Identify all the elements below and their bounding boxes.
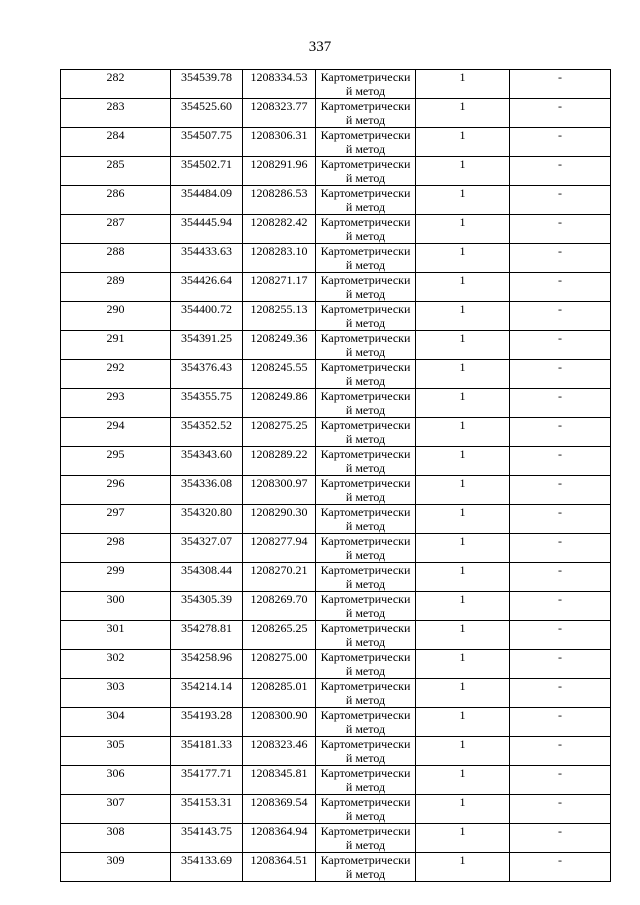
table-row: [61, 766, 611, 795]
precision-cell: 1: [416, 505, 510, 534]
x-coordinate-cell: 354525.60: [171, 99, 243, 128]
precision-cell: 1: [416, 650, 510, 679]
table-row: [61, 389, 611, 418]
note-cell: -: [510, 447, 611, 476]
point-number-cell: 308: [61, 824, 171, 853]
method-text: Картометрически: [320, 99, 411, 113]
method-text: й метод: [345, 867, 386, 881]
method-cell: [316, 215, 416, 244]
method-cell: [316, 621, 416, 650]
table-row: [61, 447, 611, 476]
method-text: й метод: [345, 635, 386, 649]
method-text: й метод: [345, 751, 386, 765]
y-coordinate-cell: 1208300.90: [243, 708, 316, 737]
note-cell: -: [510, 708, 611, 737]
note-cell: -: [510, 302, 611, 331]
method-text: Картометрически: [320, 186, 411, 200]
method-text: й метод: [345, 316, 386, 330]
method-cell: [316, 534, 416, 563]
x-coordinate-cell: 354193.28: [171, 708, 243, 737]
note-cell: -: [510, 679, 611, 708]
table-row: [61, 679, 611, 708]
method-text: Картометрически: [320, 128, 411, 142]
note-cell: -: [510, 128, 611, 157]
method-cell: [316, 447, 416, 476]
x-coordinate-cell: 354445.94: [171, 215, 243, 244]
point-number-cell: 293: [61, 389, 171, 418]
note-cell: -: [510, 737, 611, 766]
precision-cell: 1: [416, 679, 510, 708]
point-number-cell: 290: [61, 302, 171, 331]
precision-cell: 1: [416, 476, 510, 505]
x-coordinate-cell: 354376.43: [171, 360, 243, 389]
note-cell: -: [510, 215, 611, 244]
method-cell: [316, 679, 416, 708]
note-cell: -: [510, 360, 611, 389]
x-coordinate-cell: 354539.78: [171, 70, 243, 99]
method-text: Картометрически: [320, 708, 411, 722]
x-coordinate-cell: 354143.75: [171, 824, 243, 853]
table-row: [61, 534, 611, 563]
table-row: [61, 824, 611, 853]
note-cell: -: [510, 534, 611, 563]
table-row: [61, 795, 611, 824]
page-number: 337: [308, 39, 332, 55]
method-text: й метод: [345, 403, 386, 417]
precision-cell: 1: [416, 795, 510, 824]
y-coordinate-cell: 1208334.53: [243, 70, 316, 99]
method-text: й метод: [345, 838, 386, 852]
method-text: Картометрически: [320, 157, 411, 171]
method-text: Картометрически: [320, 273, 411, 287]
method-text: й метод: [345, 345, 386, 359]
method-text: й метод: [345, 606, 386, 620]
method-cell: [316, 302, 416, 331]
coordinates-table: [60, 69, 611, 882]
x-coordinate-cell: 354433.63: [171, 244, 243, 273]
x-coordinate-cell: 354177.71: [171, 766, 243, 795]
method-text: й метод: [345, 519, 386, 533]
method-cell: [316, 824, 416, 853]
method-text: Картометрически: [320, 476, 411, 490]
method-cell: [316, 592, 416, 621]
y-coordinate-cell: 1208270.21: [243, 563, 316, 592]
note-cell: -: [510, 853, 611, 882]
point-number-cell: 302: [61, 650, 171, 679]
x-coordinate-cell: 354355.75: [171, 389, 243, 418]
x-coordinate-cell: 354502.71: [171, 157, 243, 186]
method-text: й метод: [345, 142, 386, 156]
method-text: й метод: [345, 809, 386, 823]
method-cell: [316, 70, 416, 99]
note-cell: -: [510, 505, 611, 534]
precision-cell: 1: [416, 824, 510, 853]
method-text: Картометрически: [320, 331, 411, 345]
table-row: [61, 331, 611, 360]
y-coordinate-cell: 1208300.97: [243, 476, 316, 505]
method-text: Картометрически: [320, 679, 411, 693]
x-coordinate-cell: 354305.39: [171, 592, 243, 621]
point-number-cell: 284: [61, 128, 171, 157]
method-cell: [316, 766, 416, 795]
method-text: Картометрически: [320, 795, 411, 809]
precision-cell: 1: [416, 273, 510, 302]
table-row: [61, 302, 611, 331]
precision-cell: 1: [416, 215, 510, 244]
y-coordinate-cell: 1208291.96: [243, 157, 316, 186]
x-coordinate-cell: 354336.08: [171, 476, 243, 505]
x-coordinate-cell: 354133.69: [171, 853, 243, 882]
method-cell: [316, 737, 416, 766]
method-text: й метод: [345, 229, 386, 243]
y-coordinate-cell: 1208306.31: [243, 128, 316, 157]
x-coordinate-cell: 354258.96: [171, 650, 243, 679]
table-row: [61, 621, 611, 650]
method-text: Картометрически: [320, 215, 411, 229]
table-row: [61, 99, 611, 128]
method-text: Картометрически: [320, 766, 411, 780]
x-coordinate-cell: 354153.31: [171, 795, 243, 824]
y-coordinate-cell: 1208323.46: [243, 737, 316, 766]
method-text: Картометрически: [320, 824, 411, 838]
table-row: [61, 360, 611, 389]
precision-cell: 1: [416, 534, 510, 563]
x-coordinate-cell: 354391.25: [171, 331, 243, 360]
point-number-cell: 298: [61, 534, 171, 563]
table-row: [61, 505, 611, 534]
method-text: Картометрически: [320, 360, 411, 374]
y-coordinate-cell: 1208271.17: [243, 273, 316, 302]
method-cell: [316, 331, 416, 360]
table-row: [61, 737, 611, 766]
point-number-cell: 295: [61, 447, 171, 476]
precision-cell: 1: [416, 447, 510, 476]
method-cell: [316, 99, 416, 128]
y-coordinate-cell: 1208364.51: [243, 853, 316, 882]
precision-cell: 1: [416, 853, 510, 882]
note-cell: -: [510, 99, 611, 128]
x-coordinate-cell: 354343.60: [171, 447, 243, 476]
method-text: Картометрически: [320, 418, 411, 432]
precision-cell: 1: [416, 157, 510, 186]
note-cell: -: [510, 70, 611, 99]
table-row: [61, 708, 611, 737]
note-cell: -: [510, 795, 611, 824]
precision-cell: 1: [416, 70, 510, 99]
note-cell: -: [510, 592, 611, 621]
table-row: [61, 592, 611, 621]
note-cell: -: [510, 476, 611, 505]
y-coordinate-cell: 1208275.25: [243, 418, 316, 447]
method-text: й метод: [345, 200, 386, 214]
method-cell: [316, 708, 416, 737]
y-coordinate-cell: 1208277.94: [243, 534, 316, 563]
point-number-cell: 296: [61, 476, 171, 505]
table-row: [61, 244, 611, 273]
method-text: й метод: [345, 113, 386, 127]
method-text: й метод: [345, 432, 386, 446]
y-coordinate-cell: 1208269.70: [243, 592, 316, 621]
table-row: [61, 215, 611, 244]
method-text: Картометрически: [320, 534, 411, 548]
note-cell: -: [510, 563, 611, 592]
point-number-cell: 285: [61, 157, 171, 186]
x-coordinate-cell: 354320.80: [171, 505, 243, 534]
y-coordinate-cell: 1208323.77: [243, 99, 316, 128]
method-text: Картометрически: [320, 447, 411, 461]
method-text: Картометрически: [320, 70, 411, 84]
precision-cell: 1: [416, 128, 510, 157]
method-text: й метод: [345, 780, 386, 794]
table-row: [61, 650, 611, 679]
method-text: й метод: [345, 258, 386, 272]
method-text: й метод: [345, 84, 386, 98]
x-coordinate-cell: 354327.07: [171, 534, 243, 563]
method-text: й метод: [345, 722, 386, 736]
method-text: Картометрически: [320, 650, 411, 664]
table-row: [61, 853, 611, 882]
y-coordinate-cell: 1208255.13: [243, 302, 316, 331]
point-number-cell: 292: [61, 360, 171, 389]
precision-cell: 1: [416, 186, 510, 215]
note-cell: -: [510, 157, 611, 186]
precision-cell: 1: [416, 244, 510, 273]
note-cell: -: [510, 273, 611, 302]
table-row: [61, 128, 611, 157]
y-coordinate-cell: 1208289.22: [243, 447, 316, 476]
precision-cell: 1: [416, 766, 510, 795]
point-number-cell: 282: [61, 70, 171, 99]
x-coordinate-cell: 354181.33: [171, 737, 243, 766]
table-row: [61, 418, 611, 447]
point-number-cell: 283: [61, 99, 171, 128]
point-number-cell: 289: [61, 273, 171, 302]
point-number-cell: 299: [61, 563, 171, 592]
y-coordinate-cell: 1208364.94: [243, 824, 316, 853]
point-number-cell: 309: [61, 853, 171, 882]
note-cell: -: [510, 186, 611, 215]
note-cell: -: [510, 621, 611, 650]
note-cell: -: [510, 766, 611, 795]
method-cell: [316, 650, 416, 679]
y-coordinate-cell: 1208283.10: [243, 244, 316, 273]
precision-cell: 1: [416, 99, 510, 128]
method-cell: [316, 157, 416, 186]
x-coordinate-cell: 354484.09: [171, 186, 243, 215]
y-coordinate-cell: 1208286.53: [243, 186, 316, 215]
point-number-cell: 291: [61, 331, 171, 360]
method-text: й метод: [345, 490, 386, 504]
table-row: [61, 273, 611, 302]
point-number-cell: 287: [61, 215, 171, 244]
method-cell: [316, 505, 416, 534]
precision-cell: 1: [416, 737, 510, 766]
method-cell: [316, 128, 416, 157]
x-coordinate-cell: 354352.52: [171, 418, 243, 447]
method-cell: [316, 418, 416, 447]
method-cell: [316, 476, 416, 505]
y-coordinate-cell: 1208275.00: [243, 650, 316, 679]
point-number-cell: 294: [61, 418, 171, 447]
method-text: Картометрически: [320, 389, 411, 403]
precision-cell: 1: [416, 331, 510, 360]
method-cell: [316, 186, 416, 215]
precision-cell: 1: [416, 418, 510, 447]
precision-cell: 1: [416, 621, 510, 650]
y-coordinate-cell: 1208282.42: [243, 215, 316, 244]
point-number-cell: 303: [61, 679, 171, 708]
y-coordinate-cell: 1208369.54: [243, 795, 316, 824]
note-cell: -: [510, 650, 611, 679]
x-coordinate-cell: 354400.72: [171, 302, 243, 331]
point-number-cell: 305: [61, 737, 171, 766]
point-number-cell: 301: [61, 621, 171, 650]
coordinates-table-body: [61, 70, 611, 882]
precision-cell: 1: [416, 563, 510, 592]
point-number-cell: 286: [61, 186, 171, 215]
method-text: Картометрически: [320, 244, 411, 258]
y-coordinate-cell: 1208265.25: [243, 621, 316, 650]
method-text: й метод: [345, 548, 386, 562]
y-coordinate-cell: 1208245.55: [243, 360, 316, 389]
method-cell: [316, 360, 416, 389]
precision-cell: 1: [416, 360, 510, 389]
method-text: й метод: [345, 374, 386, 388]
point-number-cell: 307: [61, 795, 171, 824]
method-text: й метод: [345, 461, 386, 475]
note-cell: -: [510, 389, 611, 418]
y-coordinate-cell: 1208285.01: [243, 679, 316, 708]
table-row: [61, 563, 611, 592]
method-cell: [316, 389, 416, 418]
method-text: Картометрически: [320, 505, 411, 519]
method-text: Картометрически: [320, 621, 411, 635]
method-cell: [316, 853, 416, 882]
method-text: Картометрически: [320, 563, 411, 577]
point-number-cell: 304: [61, 708, 171, 737]
method-text: Картометрически: [320, 853, 411, 867]
y-coordinate-cell: 1208290.30: [243, 505, 316, 534]
table-row: [61, 70, 611, 99]
precision-cell: 1: [416, 302, 510, 331]
method-text: й метод: [345, 171, 386, 185]
point-number-cell: 288: [61, 244, 171, 273]
table-row: [61, 157, 611, 186]
precision-cell: 1: [416, 708, 510, 737]
table-row: [61, 476, 611, 505]
method-text: й метод: [345, 287, 386, 301]
point-number-cell: 300: [61, 592, 171, 621]
note-cell: -: [510, 824, 611, 853]
method-text: Картометрически: [320, 737, 411, 751]
method-text: Картометрически: [320, 302, 411, 316]
x-coordinate-cell: 354278.81: [171, 621, 243, 650]
y-coordinate-cell: 1208249.86: [243, 389, 316, 418]
method-cell: [316, 795, 416, 824]
point-number-cell: 297: [61, 505, 171, 534]
point-number-cell: 306: [61, 766, 171, 795]
method-text: й метод: [345, 693, 386, 707]
x-coordinate-cell: 354507.75: [171, 128, 243, 157]
method-text: й метод: [345, 577, 386, 591]
x-coordinate-cell: 354214.14: [171, 679, 243, 708]
y-coordinate-cell: 1208345.81: [243, 766, 316, 795]
note-cell: -: [510, 244, 611, 273]
precision-cell: 1: [416, 389, 510, 418]
x-coordinate-cell: 354426.64: [171, 273, 243, 302]
precision-cell: 1: [416, 592, 510, 621]
method-cell: [316, 273, 416, 302]
method-text: й метод: [345, 664, 386, 678]
note-cell: -: [510, 418, 611, 447]
method-cell: [316, 563, 416, 592]
method-cell: [316, 244, 416, 273]
y-coordinate-cell: 1208249.36: [243, 331, 316, 360]
note-cell: -: [510, 331, 611, 360]
method-text: Картометрически: [320, 592, 411, 606]
x-coordinate-cell: 354308.44: [171, 563, 243, 592]
table-row: [61, 186, 611, 215]
